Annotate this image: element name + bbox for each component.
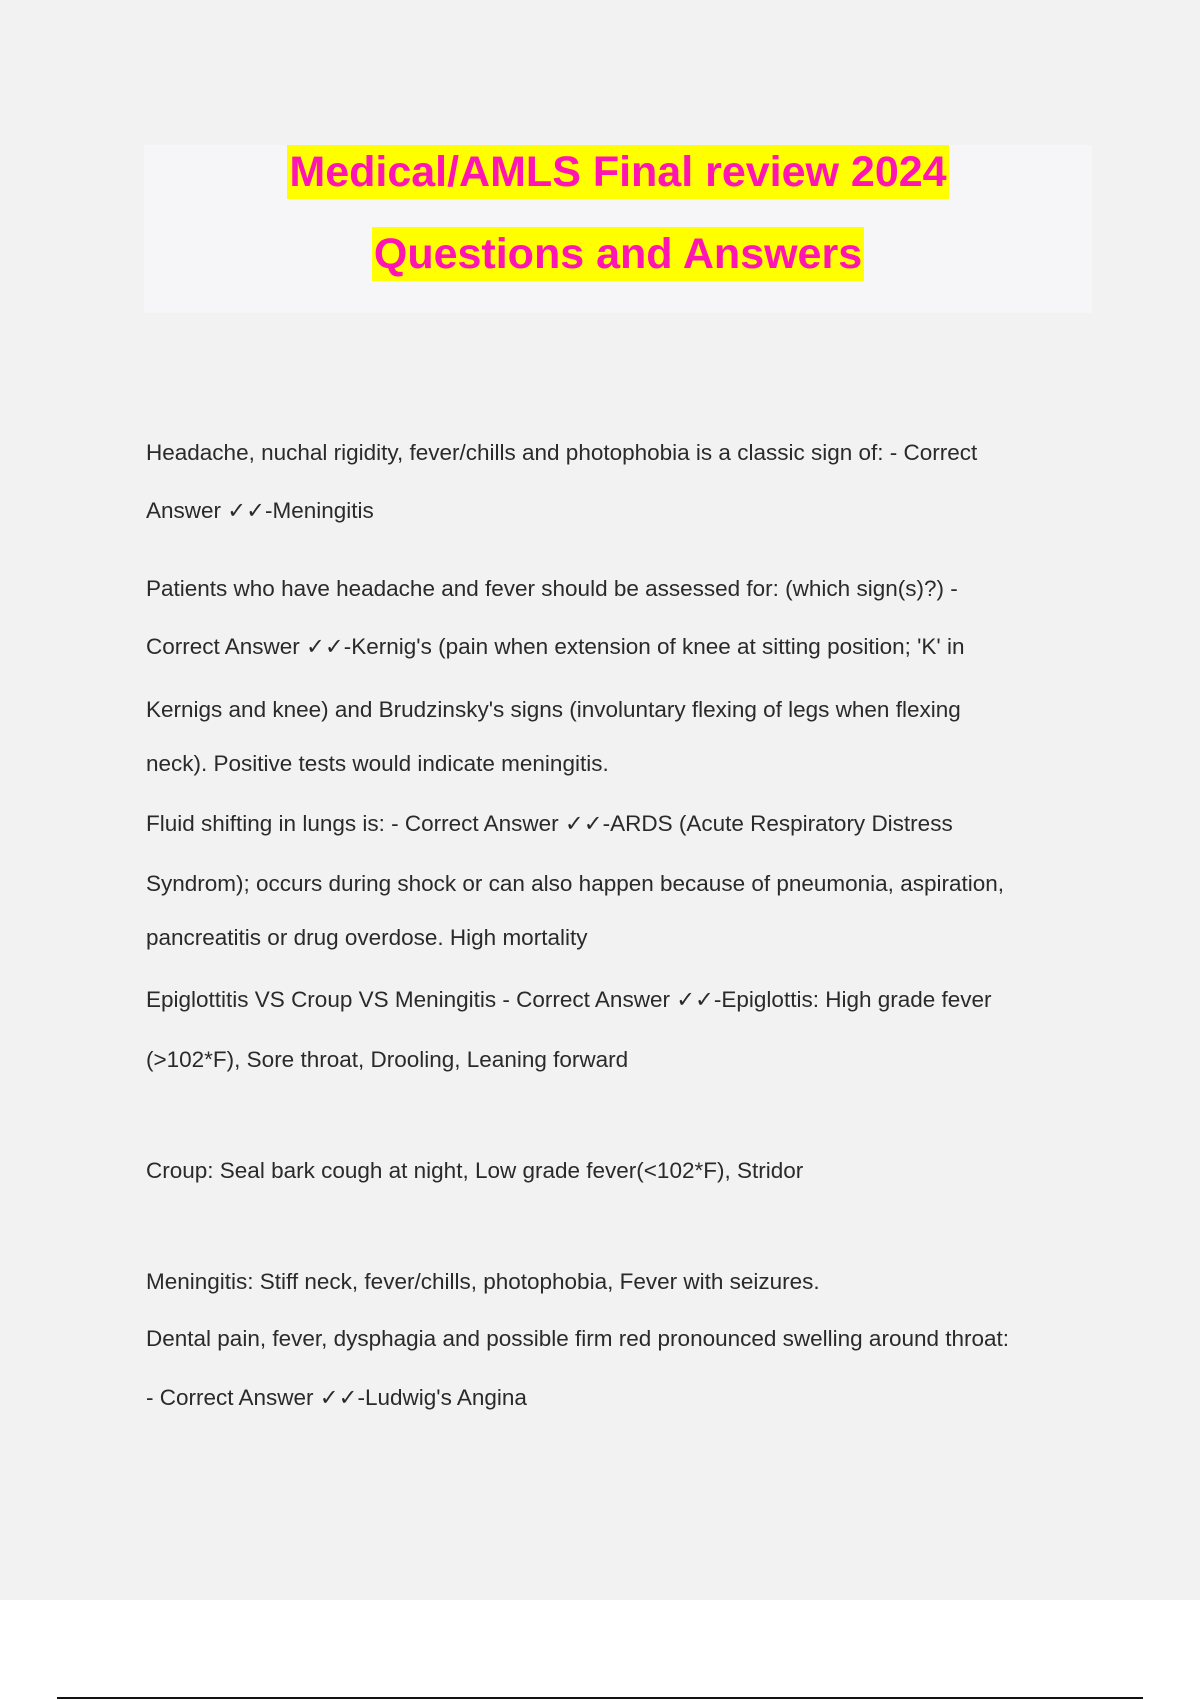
qa-line: Croup: Seal bark cough at night, Low grade fever(<102*F), Stridor [146,1158,804,1183]
qa-line: neck). Positive tests would indicate meningitis. [146,751,609,776]
document-title-line-1: Medical/AMLS Final review 2024 [287,145,948,199]
qa-line: Patients who have headache and fever should be assessed for: (which sign(s)?) - [146,576,958,601]
footer-divider [57,1697,1143,1699]
qa-line: - Correct Answer ✓✓-Ludwig's Angina [146,1385,527,1410]
qa-line: Answer ✓✓-Meningitis [146,498,374,523]
qa-line: (>102*F), Sore throat, Drooling, Leaning forward [146,1047,629,1072]
document-title-line-2: Questions and Answers [372,227,864,281]
qa-line: pancreatitis or drug overdose. High mortality [146,925,588,950]
qa-line: Headache, nuchal rigidity, fever/chills and photophobia is a classic sign of: - Correct [146,440,978,465]
qa-line: Syndrom); occurs during shock or can also happen because of pneumonia, aspiration, [146,871,1004,896]
qa-line: Correct Answer ✓✓-Kernig's (pain when extension of knee at sitting position; 'K' in [146,634,965,659]
qa-line: Dental pain, fever, dysphagia and possible firm red pronounced swelling around throat: [146,1326,1010,1351]
qa-line: Meningitis: Stiff neck, fever/chills, photophobia, Fever with seizures. [146,1269,820,1294]
qa-line: Kernigs and knee) and Brudzinsky's signs (involuntary flexing of legs when flexing [146,697,961,722]
qa-line: Fluid shifting in lungs is: - Correct Answer ✓✓-ARDS (Acute Respiratory Distress [146,811,953,836]
title-block [144,145,1092,313]
qa-line: Epiglottitis VS Croup VS Meningitis - Correct Answer ✓✓-Epiglottis: High grade fever [146,987,992,1012]
